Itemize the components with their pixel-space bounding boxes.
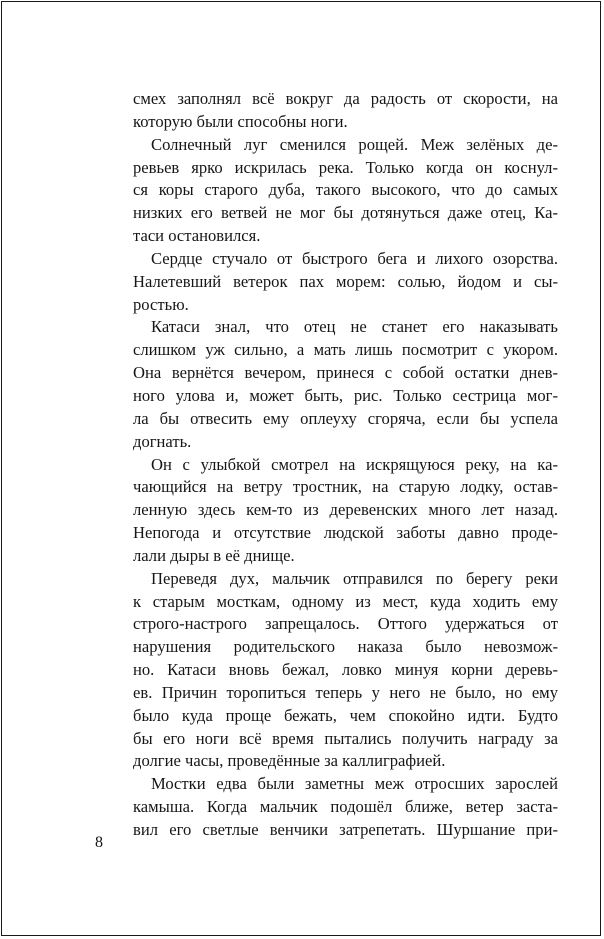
text-line: нарушения родительского наказа было невозмож- xyxy=(133,637,558,657)
text-line: Она вернётся вечером, принеся с собой остатки днев- xyxy=(133,363,558,383)
text-line: Переведя дух, мальчик отправился по берегу реки xyxy=(151,568,558,588)
paragraph xyxy=(133,134,558,248)
text-line: к старым мосткам, одному из мест, куда ходить ему xyxy=(133,591,558,611)
text-line: ся коры старого дуба, такого высокого, что до самых xyxy=(133,180,558,200)
text-line: Непогода и отсутствие людской заботы давно проде- xyxy=(133,523,558,543)
text-line: но. Катаси вновь бежал, ловко минуя корни деревь- xyxy=(133,660,558,680)
text-line: строго-настрого запрещалось. Оттого удержаться от xyxy=(133,614,558,634)
text-line: которую были способны ноги. xyxy=(133,111,348,131)
text-line: было куда проще бежать, чем спокойно идти. Будто xyxy=(133,705,558,725)
text-line: чающийся на ветру тростник, на старую лодку, остав- xyxy=(133,477,558,497)
text-line: Сердце стучало от быстрого бега и лихого озорства. xyxy=(151,248,558,268)
text-line: долгие часы, проведённые за каллиграфией. xyxy=(133,751,446,771)
text-line: ла бы отвесить ему оплеуху сгоряча, если бы успела xyxy=(133,408,558,428)
paragraph xyxy=(133,568,558,774)
text-line: ростью. xyxy=(133,294,189,314)
paragraph xyxy=(133,316,558,453)
text-line: смех заполнял всё вокруг да радость от скорости, на xyxy=(133,89,558,108)
text-line: Налетевший ветерок пах морем: солью, йодом и сы- xyxy=(133,271,558,291)
text-line: догнать. xyxy=(133,431,192,451)
text-line: ленную здесь кем-то из деревенских много лет назад. xyxy=(133,500,558,520)
text-line: таси остановился. xyxy=(133,226,261,246)
paragraph xyxy=(133,454,558,568)
text-line: слишком уж сильно, а мать лишь посмотрит с укором. xyxy=(133,340,558,360)
text-line: низких его ветвей не мог бы дотянуться даже отец, Ка- xyxy=(133,203,558,223)
text-line: Солнечный луг сменился рощей. Меж зелёных де- xyxy=(151,134,558,154)
text-line: Мостки едва были заметны меж отросших зарослей xyxy=(151,774,558,794)
text-line: ев. Причин торопиться теперь у него не было, но ему xyxy=(133,682,558,702)
page-number: 8 xyxy=(95,834,103,851)
paragraph xyxy=(133,773,558,842)
text-line: лали дыры в её днище. xyxy=(133,545,295,565)
text-line: ного улова и, может быть, рис. Только сестрица мог- xyxy=(133,385,558,405)
body-text xyxy=(133,88,558,842)
text-line: бы его ноги всё время пытались получить награду за xyxy=(133,728,558,748)
text-line: камыша. Когда мальчик подошёл ближе, ветер заста- xyxy=(133,797,558,817)
book-page xyxy=(1,1,601,936)
text-line: Он с улыбкой смотрел на искрящуюся реку, на ка- xyxy=(151,454,558,474)
paragraph xyxy=(133,88,558,134)
text-line: Катаси знал, что отец не станет его наказывать xyxy=(151,317,558,337)
text-line: ревьев ярко искрилась река. Только когда он коснул- xyxy=(133,157,558,177)
paragraph xyxy=(133,248,558,317)
text-line: вил его светлые венчики затрепетать. Шуршание при- xyxy=(133,820,558,839)
